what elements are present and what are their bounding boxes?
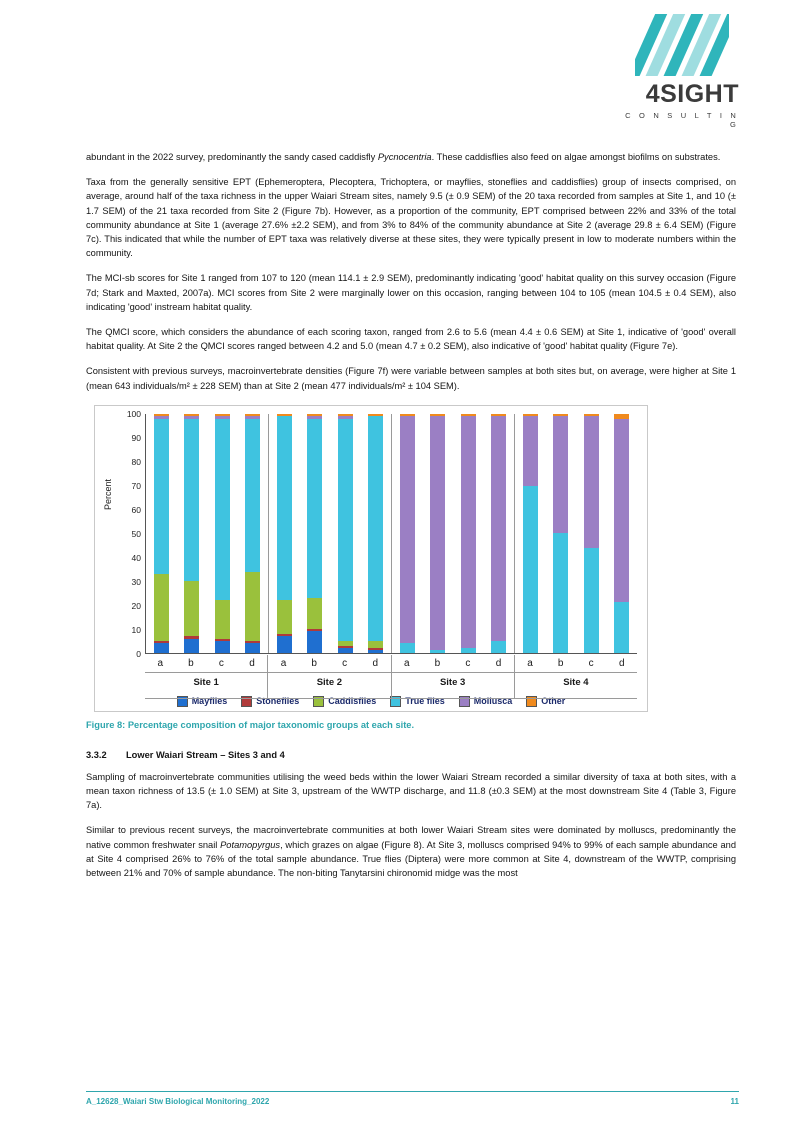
chart-bar-segment <box>184 581 199 636</box>
chart-y-tick: 40 <box>131 552 141 563</box>
chart-sample-label: d <box>495 657 502 669</box>
chart-x-group <box>515 655 637 699</box>
chart-y-tick: 0 <box>136 648 141 659</box>
chart-bar-segment <box>523 416 538 485</box>
chart-sample-label: b <box>311 657 317 669</box>
document-body <box>86 150 736 891</box>
paragraph-3: The MCI-sb scores for Site 1 ranged from 107 to 120 (mean 114.1 ± 2.9 SEM), predominantly indicating 'good' habitat quality on this survey occasion (Figure 7d; Stark and Maxted, 2007a). MCI scores from Site 2 were marginally lower on this occasion, ranging between 104 to 105 (mean 104.5 ± 0.4 SEM), also indicating 'good' instream habitat quality. <box>86 273 736 312</box>
chart-sample-label: d <box>249 657 255 669</box>
paragraph-4: The QMCI score, which considers the abundance of each scoring taxon, ranged from 2.6 to 5.6 (mean 4.4 ± 0.6 SEM) at Site 1, indicative of 'good' overall habitat quality. At Site 2 the QMCI scores ranged between 4.2 and 5.0 (mean 4.7 ± 0.2 SEM), also indicative of 'good' habitat quality (Figure 7e). <box>86 327 736 352</box>
chart-bar-segment <box>245 419 260 572</box>
chart-bar <box>523 414 538 653</box>
chart-bar <box>215 414 230 653</box>
chart-bar <box>430 414 445 653</box>
chart-bar-segment <box>491 416 506 641</box>
figure-8-chart <box>94 405 648 712</box>
chart-sample-label: d <box>372 657 378 669</box>
footer-page-number: 11 <box>730 1097 739 1106</box>
chart-sample-label: c <box>588 657 594 669</box>
chart-sample-label: c <box>465 657 471 669</box>
chart-y-axis-title: Percent <box>103 478 113 510</box>
section-heading <box>86 750 736 760</box>
chart-bar-segment <box>307 598 322 629</box>
chart-x-group <box>268 655 391 699</box>
chart-sample-label: a <box>280 657 287 669</box>
chart-bar-segment <box>614 602 629 653</box>
chart-y-ticks <box>117 408 141 659</box>
chart-bar-segment <box>400 643 415 653</box>
chart-site-label: Site 4 <box>563 676 589 688</box>
chart-bar-segment <box>184 419 199 582</box>
chart-sample-label: b <box>434 657 441 669</box>
logo-bars-icon <box>635 14 729 76</box>
paragraph-1: abundant in the 2022 survey, predominantly the sandy cased caddisfly Pycnocentria. These caddisflies also feed on algae amongst biofilms on substrates. <box>86 152 721 162</box>
chart-x-group <box>392 655 515 699</box>
chart-sample-label: b <box>188 657 194 669</box>
chart-bar-segment <box>215 419 230 601</box>
chart-bar-segment <box>368 650 383 652</box>
chart-bar-segment <box>338 419 353 641</box>
chart-bar-segment <box>184 639 199 653</box>
chart-bar <box>154 414 169 653</box>
chart-bar-segment <box>584 548 599 653</box>
chart-legend-label: Caddisflies <box>328 696 377 707</box>
chart-y-tick: 60 <box>131 504 141 515</box>
chart-legend-label: Mollusca <box>473 696 513 707</box>
chart-sample-label: a <box>404 657 410 669</box>
chart-sample-label: b <box>557 657 564 669</box>
chart-bar-segment <box>553 533 568 653</box>
chart-bar-segment <box>430 650 445 652</box>
chart-y-tick: 30 <box>131 576 141 587</box>
chart-bar-segment <box>584 416 599 547</box>
chart-site-label: Site 2 <box>316 676 343 688</box>
chart-site-label: Site 1 <box>193 676 219 688</box>
chart-bar-segment <box>461 648 476 653</box>
chart-bar-segment <box>307 419 322 598</box>
chart-bar-segment <box>154 419 169 574</box>
chart-bar <box>307 414 322 653</box>
chart-y-tick: 90 <box>131 432 141 443</box>
chart-bar-segment <box>215 600 230 638</box>
chart-site-group <box>515 414 637 653</box>
chart-y-tick: 50 <box>131 528 141 539</box>
chart-y-tick: 80 <box>131 456 141 467</box>
chart-y-tick: 70 <box>131 480 141 491</box>
chart-bar <box>245 414 260 653</box>
section-title: Lower Waiari Stream – Sites 3 and 4 <box>126 749 285 760</box>
chart-bar-segment <box>154 574 169 641</box>
logo-subtitle: C O N S U L T I N G <box>625 111 739 129</box>
chart-bar-segment <box>338 648 353 653</box>
chart-bar <box>461 414 476 653</box>
chart-sample-label: a <box>157 657 164 669</box>
chart-bar-segment <box>553 416 568 533</box>
chart-bar-segment <box>307 631 322 653</box>
chart-y-tick: 10 <box>131 624 141 635</box>
chart-bar-segment <box>277 600 292 633</box>
chart-bar-segment <box>461 416 476 648</box>
logo-name: 4SIGHT <box>645 80 739 108</box>
chart-x-axis <box>145 655 637 699</box>
chart-bar-segment <box>277 636 292 653</box>
chart-sample-label: a <box>527 657 533 669</box>
paragraph-5: Consistent with previous surveys, macroinvertebrate densities (Figure 7f) were variable between samples at both sites but, on average, were higher at Site 1 (mean 643 individuals/m² ± 228 SEM) than at Site 2 (mean 477 individuals/m² ± 104 SEM). <box>86 366 736 391</box>
chart-site-label: Site 3 <box>439 676 466 688</box>
chart-site-group <box>392 414 515 653</box>
chart-bar <box>553 414 568 653</box>
paragraph-7: Similar to previous recent surveys, the macroinvertebrate communities at both lower Waiari Stream sites were dominated by molluscs, predominantly the native common freshwater snail Potamopyrgus, which grazes on algae (Figure 8). At Site 3, molluscs comprised 94% to 99% of each sample abundance and at Site 4 comprised 26% to 76% of the total sample abundance. True flies (Diptera) were more common at Site 4, downstream of the WWTP, comprising between 21% and 70% of sample abundance. The non-biting Tanytarsini chironomid midge was the most <box>86 825 737 879</box>
chart-sample-label: d <box>618 657 625 669</box>
chart-bar-segment <box>154 643 169 653</box>
chart-bar <box>400 414 415 653</box>
chart-site-group <box>146 414 269 653</box>
chart-bar-segment <box>491 641 506 653</box>
chart-legend-label: True flies <box>405 696 445 707</box>
chart-bar-segment <box>523 486 538 653</box>
chart-bar <box>491 414 506 653</box>
footer-document-name: A_12628_Waiari Stw Biological Monitoring_2022 <box>86 1097 270 1106</box>
chart-bar-segment <box>430 416 445 650</box>
chart-bar-segment <box>368 641 383 648</box>
paragraph-2: Taxa from the generally sensitive EPT (Ephemeroptera, Plecoptera, Trichoptera, or mayflies, stoneflies and caddisflies) group of insects comprised, on average, around half of the taxa richness in the upper Waiari Stream sites, namely 9.5 (± 0.9 SEM) of the 20 taxa recorded from samples at Site 1, and 10 (± 1.7 SEM) of the 21 taxa recorded from Site 2 (Figure 7b). However, as a proportion of the community, EPT comprised between 22% and 33% of the total community abundance at Site 1 (average 27.6% ±2.2 SEM), and from 3% to 84% of the community abundance at Site 2 (average 29.8 ± 6.4 SEM) (Figure 7c). This indicated that while the number of EPT taxa was relatively diverse at these sites, they were typically present in low to moderate numbers within the community. <box>86 177 736 259</box>
chart-y-tick: 20 <box>131 600 141 611</box>
chart-bar <box>338 414 353 653</box>
chart-bar <box>277 414 292 653</box>
chart-bar-segment <box>215 641 230 653</box>
section-number: 3.3.2 <box>86 749 107 760</box>
chart-y-tick: 100 <box>126 408 141 419</box>
chart-plot-area <box>145 414 637 654</box>
chart-bar-segment <box>368 416 383 641</box>
chart-sample-label: c <box>218 657 224 669</box>
chart-bar <box>184 414 199 653</box>
chart-bar-segment <box>614 419 629 602</box>
chart-bar-segment <box>245 643 260 653</box>
chart-bar <box>368 414 383 653</box>
chart-legend-label: Mayflies <box>191 696 228 707</box>
figure-caption: Figure 8: Percentage composition of major taxonomic groups at each site. <box>86 719 415 730</box>
chart-site-group <box>269 414 392 653</box>
chart-bar <box>614 414 629 653</box>
paragraph-6: Sampling of macroinvertebrate communities utilising the weed beds within the lower Waiari Stream recorded a similar diversity of taxa at both sites, with a mean taxon richness of 13.5 (± 1.0 SEM) at Site 3, upstream of the WWTP discharge, and 11.8 (±0.3 SEM) at the most downstream Site 4 (Table 3, Figure 7a). <box>86 771 736 811</box>
page-footer <box>86 1091 739 1106</box>
chart-legend-label: Stoneflies <box>256 696 300 707</box>
chart-bar-segment <box>245 572 260 641</box>
chart-bar <box>584 414 599 653</box>
chart-x-group <box>145 655 268 699</box>
chart-legend-label: Other <box>541 696 566 707</box>
chart-bar-segment <box>277 416 292 600</box>
chart-sample-label: c <box>342 657 348 669</box>
chart-bar-segment <box>400 416 415 643</box>
company-logo <box>619 14 739 129</box>
